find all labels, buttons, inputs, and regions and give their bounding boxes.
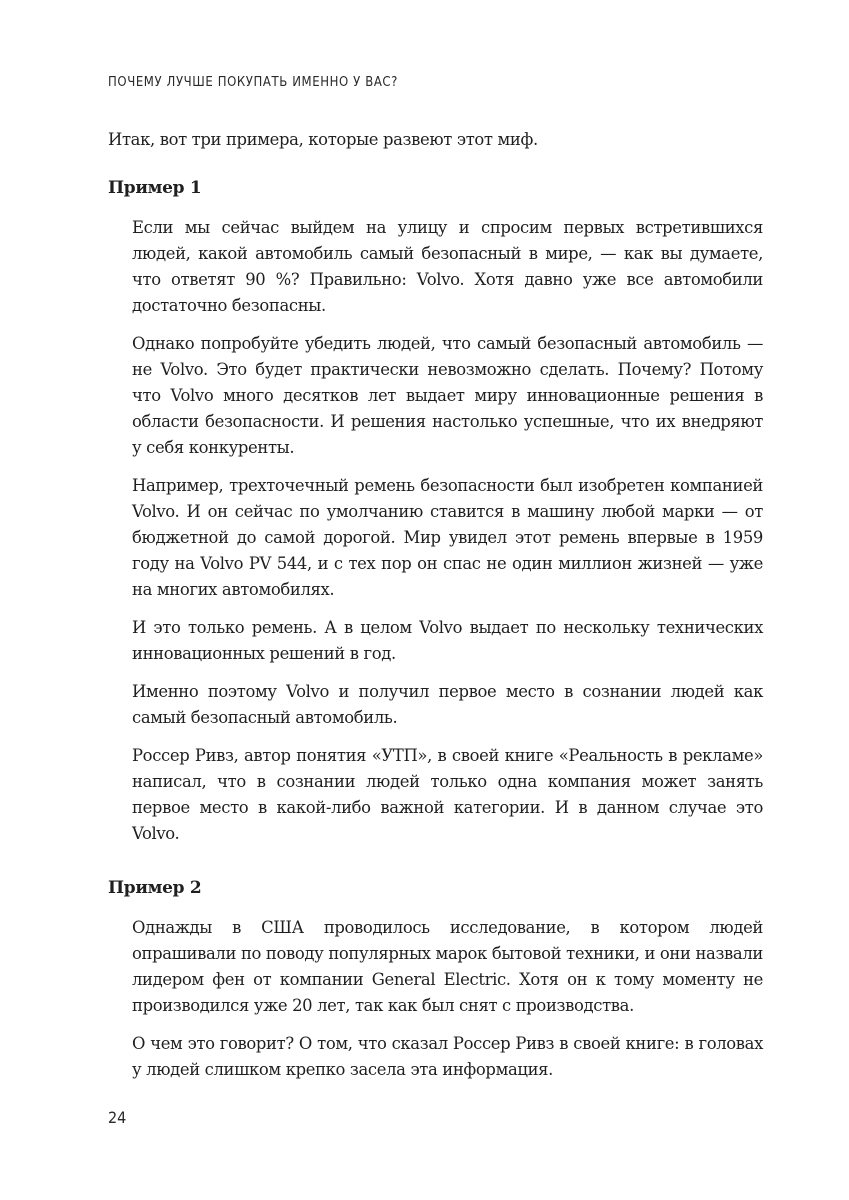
example-2-paragraph-1: Однажды в США проводилось исследование, в котором людей опрашивали по поводу популярных марок бытовой техники, и они назвали лидером фен от компании General Electric. Хотя он к тому моменту не производился уже 20 лет, так как был снят с производства. [132, 918, 763, 1015]
example-1-paragraph-5: Именно поэтому Volvo и получил первое место в сознании людей как самый безопасный автомобиль. [132, 682, 763, 727]
example-1-paragraph-2: Однако попробуйте убедить людей, что самый безопасный автомобиль — не Volvo. Это будет практически невозможно сделать. Почему? Потому что Volvo много десятков лет выдает миру инновационные решения в области безопасности. И решения настолько успешные, что их внедряют у себя конкуренты. [132, 334, 763, 457]
example-2-body [108, 915, 763, 1083]
example-2-heading: Пример 2 [108, 878, 202, 898]
example-2-paragraph-2: О чем это говорит? О том, что сказал Россер Ривз в своей книге: в головах у людей слишком крепко засела эта информация. [132, 1034, 763, 1079]
example-1 [108, 175, 763, 847]
example-1-paragraph-4: И это только ремень. А в целом Volvo выдает по нескольку технических инновационных решений в год. [132, 618, 763, 663]
example-1-heading: Пример 1 [108, 178, 202, 198]
example-2 [108, 875, 763, 1083]
example-1-body [108, 215, 763, 847]
example-1-paragraph-1: Если мы сейчас выйдем на улицу и спросим первых встретившихся людей, какой автомобиль самый безопасный в мире, — как вы думаете, что ответят 90 %? Правильно: Volvo. Хотя давно уже все автомобили достаточно безопасны. [132, 218, 763, 315]
example-1-paragraph-3: Например, трехточечный ремень безопасности был изобретен компанией Volvo. И он сейчас по умолчанию ставится в машину любой марки — от бюджетной до самой дорогой. Мир увидел этот ремень впервые в 1959 году на Volvo PV 544, и с тех пор он спас не один миллион жизней — уже на многих автомобилях. [132, 476, 763, 599]
running-header: ПОЧЕМУ ЛУЧШЕ ПОКУПАТЬ ИМЕННО У ВАС? [108, 75, 398, 90]
page-content [108, 127, 763, 1083]
example-1-paragraph-6: Россер Ривз, автор понятия «УТП», в своей книге «Реальность в рекламе» написал, что в сознании людей только одна компания может занять первое место в какой-либо важной категории. И в данном случае это Volvo. [132, 746, 763, 843]
page-number: 24 [108, 1108, 127, 1127]
intro-paragraph: Итак, вот три примера, которые развеют этот миф. [108, 130, 538, 149]
